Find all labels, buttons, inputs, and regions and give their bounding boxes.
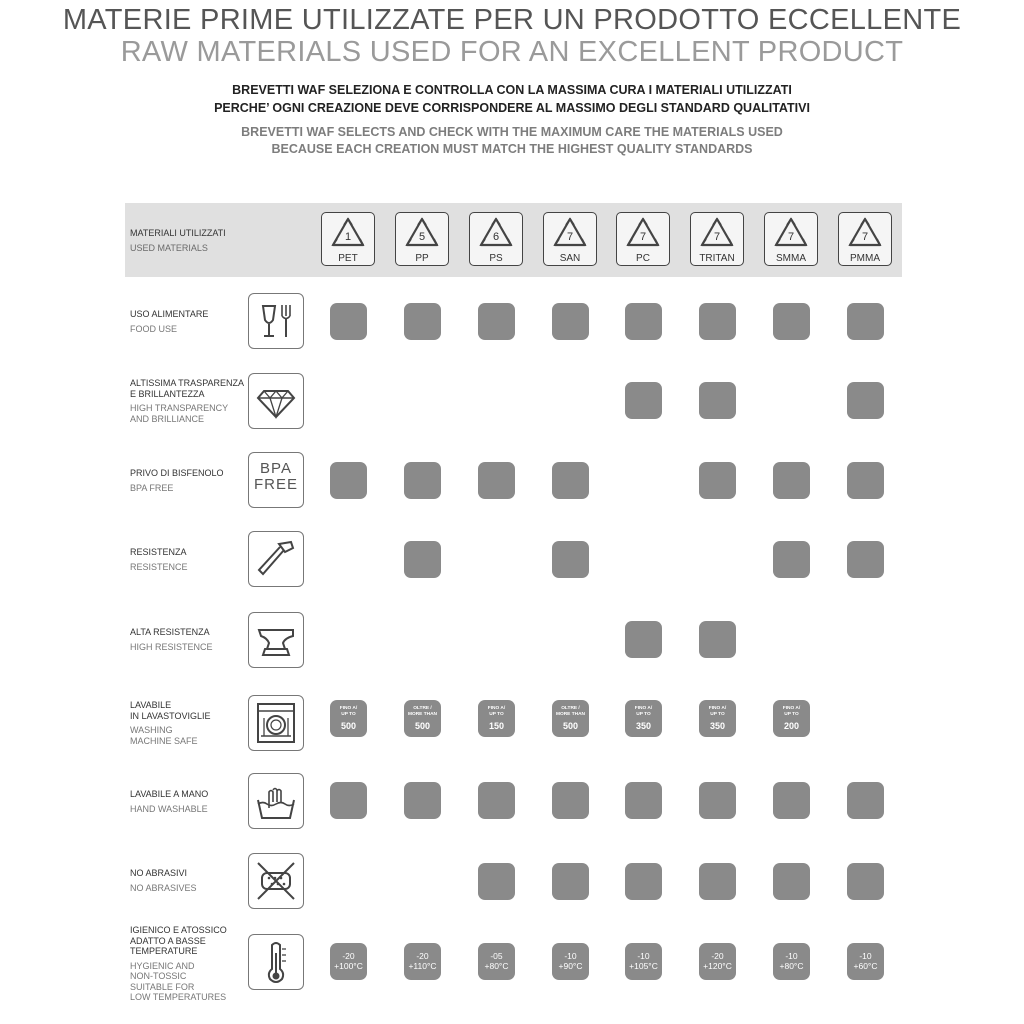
row-label-en: BPA FREE: [130, 482, 174, 493]
material-pc: [616, 212, 670, 266]
row-label-it: IGIENICO E ATOSSICO ADATTO A BASSE TEMPERATURE: [130, 925, 227, 956]
check-mark: [773, 541, 810, 578]
row-label-it: ALTA RESISTENZA: [130, 627, 210, 637]
temp-high: +100°C: [334, 961, 363, 971]
resin-code-number: 7: [713, 231, 721, 243]
dishwasher-cycles-badge: [699, 700, 736, 737]
temp-high: +110°C: [408, 961, 437, 971]
check-mark: [404, 303, 441, 340]
check-mark: [478, 303, 515, 340]
temperature-range-badge: [773, 943, 810, 980]
check-mark: [773, 863, 810, 900]
temperature-range-badge: [404, 943, 441, 980]
check-mark: [552, 462, 589, 499]
check-mark: [847, 541, 884, 578]
check-mark: [552, 863, 589, 900]
material-code: PC: [636, 253, 650, 264]
temperature-range-badge: [847, 943, 884, 980]
material-code: SMMA: [776, 253, 806, 264]
check-mark: [847, 863, 884, 900]
check-mark: [404, 541, 441, 578]
badge-caption: OLTRE / MORE THAN: [407, 706, 438, 717]
check-mark: [847, 382, 884, 419]
temp-high: +105°C: [629, 961, 658, 971]
row-label-it: RESISTENZA: [130, 547, 187, 557]
header-label-en: USED MATERIALS: [130, 243, 208, 253]
badge-caption: FINO A/ UP TO: [339, 706, 358, 717]
resin-code-number: 7: [861, 231, 869, 243]
material-tritan: [690, 212, 744, 266]
dishwasher-cycles-badge: [404, 700, 441, 737]
check-mark: [478, 863, 515, 900]
temp-low: -10: [859, 951, 872, 961]
check-mark: [699, 782, 736, 819]
temperature-range-badge: [699, 943, 736, 980]
material-code: PP: [415, 253, 429, 264]
temp-high: +80°C: [484, 961, 509, 971]
check-mark: [625, 863, 662, 900]
check-mark: [330, 782, 367, 819]
resin-code-number: 5: [418, 231, 426, 243]
badge-value: 150: [488, 721, 505, 731]
check-mark: [699, 382, 736, 419]
temp-high: +60°C: [853, 961, 878, 971]
row-label-en: WASHING MACHINE SAFE: [130, 725, 198, 746]
badge-caption: FINO A/ UP TO: [487, 706, 506, 717]
row-label-it: LAVABILE A MANO: [130, 789, 209, 799]
material-code: SAN: [559, 253, 581, 264]
page-title-en: RAW MATERIALS USED FOR AN EXCELLENT PRODUCT: [120, 36, 904, 68]
check-mark: [699, 621, 736, 658]
temp-high: +90°C: [558, 961, 583, 971]
material-pmma: [838, 212, 892, 266]
temp-low: -20: [711, 951, 724, 961]
material-code: PET: [338, 253, 358, 264]
fork-glass-icon: [248, 293, 304, 349]
material-pet: [321, 212, 375, 266]
check-mark: [625, 782, 662, 819]
check-mark: [404, 782, 441, 819]
anvil-icon: [248, 612, 304, 668]
check-mark: [478, 462, 515, 499]
check-mark: [773, 782, 810, 819]
check-mark: [625, 621, 662, 658]
temp-low: -10: [637, 951, 650, 961]
bpa-free-icon: [248, 452, 304, 508]
resin-code-number: 7: [566, 231, 574, 243]
temp-low: -05: [490, 951, 503, 961]
no-abrasive-icon: [248, 853, 304, 909]
badge-caption: FINO A/ UP TO: [782, 706, 801, 717]
temp-low: -10: [564, 951, 577, 961]
badge-caption: FINO A/ UP TO: [634, 706, 653, 717]
badge-value: 350: [635, 721, 652, 731]
hand-wash-icon: [248, 773, 304, 829]
check-mark: [330, 303, 367, 340]
check-mark: [773, 303, 810, 340]
check-mark: [552, 541, 589, 578]
check-mark: [699, 863, 736, 900]
row-label-en: RESISTENCE: [130, 561, 188, 572]
diamond-icon: [248, 373, 304, 429]
dishwasher-cycles-badge: [552, 700, 589, 737]
check-mark: [847, 782, 884, 819]
row-label-en: HIGH TRANSPARENCY AND BRILLIANCE: [130, 403, 229, 424]
badge-caption: OLTRE / MORE THAN: [555, 706, 586, 717]
resin-code-number: 1: [344, 231, 352, 243]
temperature-range-badge: [552, 943, 589, 980]
subtitle-en-2: BECAUSE EACH CREATION MUST MATCH THE HIGHEST QUALITY STANDARDS: [271, 142, 753, 156]
badge-value: 500: [340, 721, 357, 731]
row-label-en: HIGH RESISTENCE: [130, 641, 213, 652]
temp-high: +80°C: [779, 961, 804, 971]
row-label-it: LAVABILE IN LAVASTOVIGLIE: [130, 700, 211, 721]
check-mark: [625, 382, 662, 419]
row-label-it: USO ALIMENTARE: [130, 309, 209, 319]
row-label-en: HYGIENIC AND NON-TOSSIC SUITABLE FOR LOW TEMPERATURES: [130, 960, 227, 1002]
check-mark: [478, 782, 515, 819]
resin-code-number: 6: [492, 231, 500, 243]
badge-value: 200: [783, 721, 800, 731]
check-mark: [773, 462, 810, 499]
badge-value: 500: [562, 721, 579, 731]
resin-code-number: 7: [787, 231, 795, 243]
check-mark: [699, 303, 736, 340]
check-mark: [552, 782, 589, 819]
check-mark: [625, 303, 662, 340]
row-label-en: NO ABRASIVES: [130, 882, 197, 893]
thermometer-icon: [248, 934, 304, 990]
temperature-range-badge: [625, 943, 662, 980]
material-san: [543, 212, 597, 266]
dishwasher-cycles-badge: [478, 700, 515, 737]
temp-low: -20: [342, 951, 355, 961]
subtitle-it-1: BREVETTI WAF SELEZIONA E CONTROLLA CON LA MASSIMA CURA I MATERIALI UTILIZZATI: [232, 83, 792, 97]
bpa-free-text: BPA FREE: [253, 460, 298, 493]
check-mark: [699, 462, 736, 499]
material-code: TRITAN: [699, 253, 735, 264]
row-label-it: ALTISSIMA TRASPARENZA E BRILLANTEZZA: [130, 378, 245, 399]
material-code: PMMA: [850, 253, 880, 264]
temp-high: +120°C: [703, 961, 732, 971]
page-title-it: MATERIE PRIME UTILIZZATE PER UN PRODOTTO ECCELLENTE: [62, 4, 962, 36]
material-smma: [764, 212, 818, 266]
badge-caption: FINO A/ UP TO: [708, 706, 727, 717]
row-label-it: PRIVO DI BISFENOLO: [130, 468, 224, 478]
row-label-en: HAND WASHABLE: [130, 803, 208, 814]
row-label-en: FOOD USE: [130, 323, 178, 334]
check-mark: [404, 462, 441, 499]
resin-code-number: 7: [639, 231, 647, 243]
header-label-it: MATERIALI UTILIZZATI: [130, 228, 226, 238]
temperature-range-badge: [330, 943, 367, 980]
subtitle-it-2: PERCHE’ OGNI CREAZIONE DEVE CORRISPONDERE AL MASSIMO DEGLI STANDARD QUALITATIVI: [214, 101, 810, 115]
row-label-it: NO ABRASIVI: [130, 868, 188, 878]
temp-low: -10: [785, 951, 798, 961]
material-pp: [395, 212, 449, 266]
material-code: PS: [489, 253, 503, 264]
check-mark: [847, 303, 884, 340]
subtitle-en-1: BREVETTI WAF SELECTS AND CHECK WITH THE MAXIMUM CARE THE MATERIALS USED: [241, 125, 783, 139]
dishwasher-cycles-badge: [330, 700, 367, 737]
temp-low: -20: [416, 951, 429, 961]
badge-value: 500: [414, 721, 431, 731]
temperature-range-badge: [478, 943, 515, 980]
check-mark: [552, 303, 589, 340]
dishwasher-cycles-badge: [773, 700, 810, 737]
check-mark: [847, 462, 884, 499]
badge-value: 350: [709, 721, 726, 731]
check-mark: [330, 462, 367, 499]
dishwasher-cycles-badge: [625, 700, 662, 737]
hammer-icon: [248, 531, 304, 587]
dishwasher-icon: [248, 695, 304, 751]
material-ps: [469, 212, 523, 266]
